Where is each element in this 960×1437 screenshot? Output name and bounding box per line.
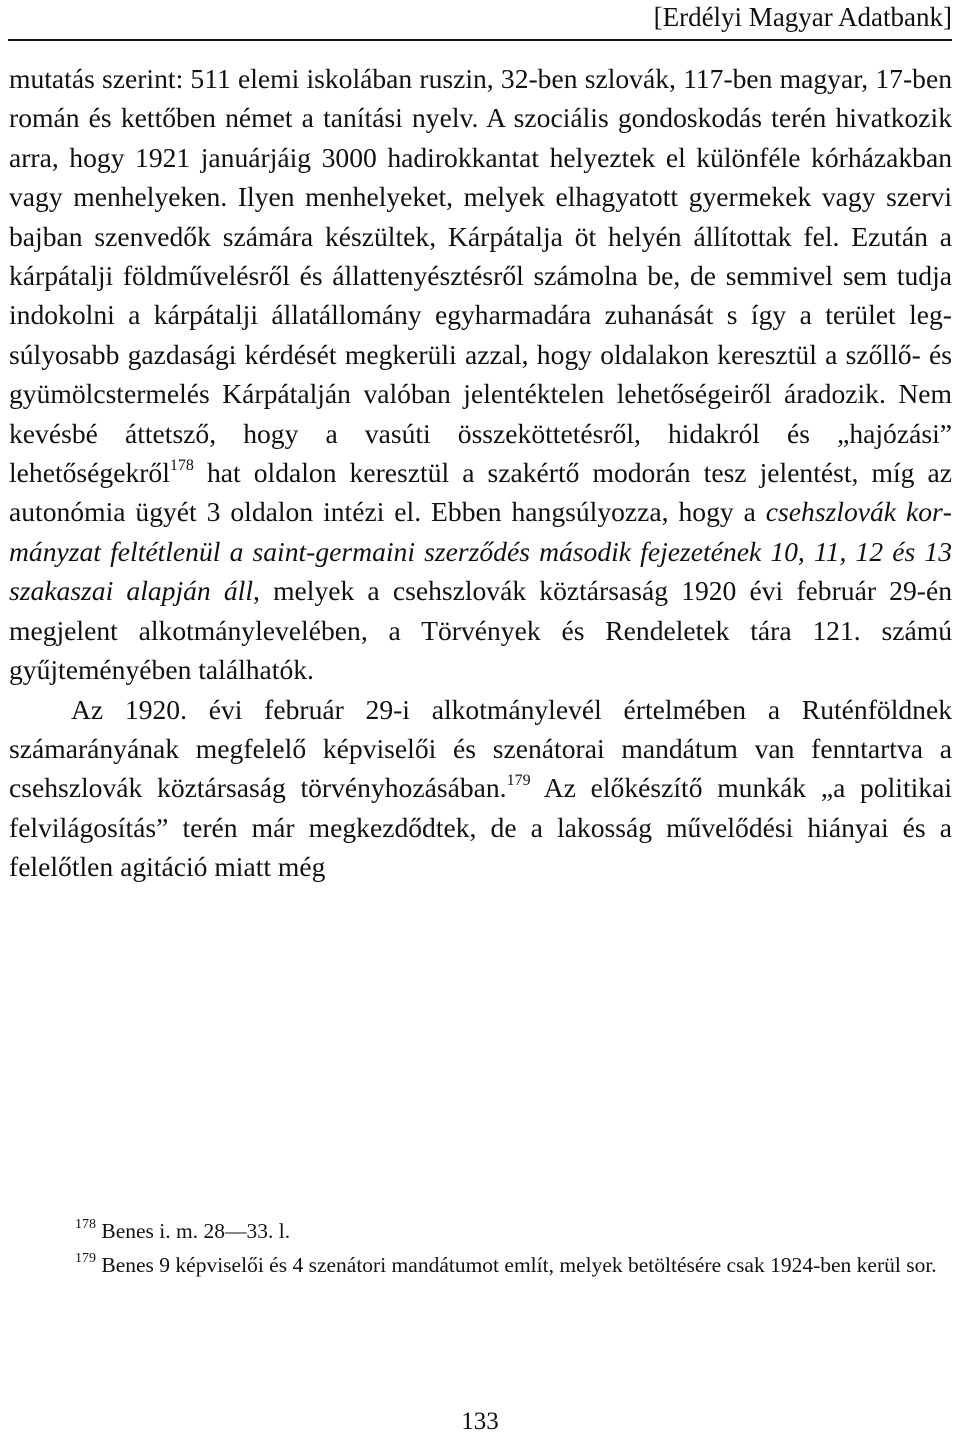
footnote-ref-179[interactable]: 179	[506, 772, 531, 790]
para2-text-2: Az előkészítő munkák „a politikai felvilágosítás” terén már megkezdődtek, de a lakosság művelődési hiányai és a felelőtlen agitáció miatt még	[9, 772, 952, 883]
header-divider	[8, 39, 952, 41]
paragraph-1	[9, 59, 952, 690]
main-text	[9, 59, 952, 887]
footnote-number: 179	[75, 1251, 96, 1266]
para1-italic-quote: csehszlovák kormányzat feltétlenül a saint-germaini szerződés második fejezetének 10, 11, 12 és 13 szakaszai alapján áll	[9, 496, 952, 607]
footnote-text: Benes 9 képviselői és 4 szenátori mandátumot említ, melyek betöltésére csak 1924-ben kerül sor.	[96, 1253, 937, 1277]
page-number: 133	[461, 1408, 499, 1435]
para2-text-1: Az 1920. évi február 29-i alkotmánylevél értelmében a Ruténföldnek számarányának megfelelő képviselői és szenátorai mandátum van fenntartva a csehszlovák köztársaság törvényhozásában.	[9, 693, 952, 804]
footnote-178	[9, 1214, 952, 1248]
para1-text-2: hat oldalon keresztül a szakértő modorán tesz jelentést, míg az autonómia ügyét 3 oldalon intézi el. Ebben hangsúlyozza, hogy a	[9, 457, 952, 528]
footnotes	[9, 1214, 952, 1282]
footnote-number: 178	[75, 1217, 96, 1232]
paragraph-2	[9, 690, 952, 887]
footnote-text: Benes i. m. 28—33. l.	[96, 1219, 291, 1243]
para1-text-3: , melyek a csehszlovák köztársaság 1920 évi február 29-én megjelent alkotmánylevelében, a Törvények és Rendeletek tára 121. számú gyűjteményében találhatók.	[9, 575, 952, 686]
footnote-179	[9, 1248, 952, 1282]
para1-text-1: mutatás szerint: 511 elemi iskolában ruszin, 32-ben szlovák, 117-ben magyar, 17-ben román és kettőben német a tanítási nyelv. A szociális gondoskodás terén hivatkozik arra, hogy 1921 januárjáig 3000 hadirokkantat helyeztek el különféle kórházakban vagy menhelyeken. Ilyen menhelyeket, melyek elhagyatott gyermekek vagy szervi bajban szenvedők számára készültek, Kárpátalja öt helyén állítottak fel. Ezután a kárpátalji földművelésről és állattenyésztésről számolna be, de semmivel sem tudja indokolni a kárpátalji állatállomány egyharmadára zuhanását s így a terület legsúlyosabb gazdasági kérdését megkerüli azzal, hogy oldalakon keresztül a szőllő- és gyümölcstermelés Kárpátalján valóban jelentéktelen lehetőségeiről áradozik. Nem kevésbé áttetsző, hogy a vasúti összeköttetésről, hidakról és „hajózási” lehetőségekről	[9, 63, 952, 489]
footnote-ref-178[interactable]: 178	[169, 457, 194, 475]
page-header-source: [Erdélyi Magyar Adatbank]	[653, 2, 952, 32]
